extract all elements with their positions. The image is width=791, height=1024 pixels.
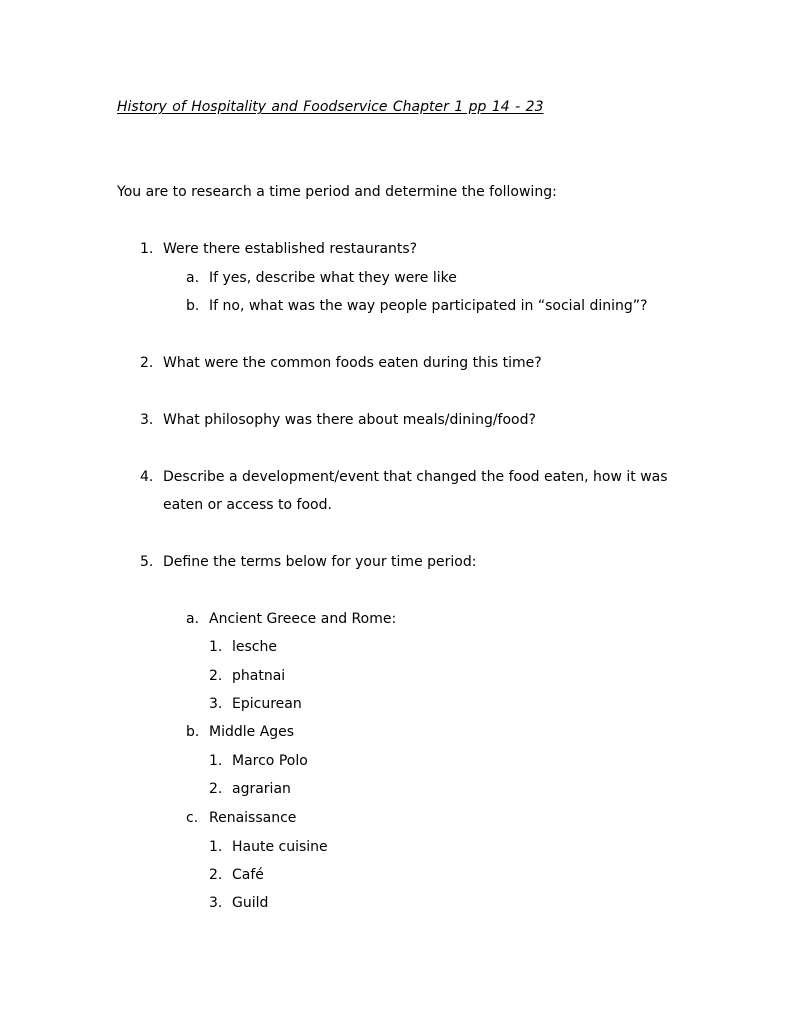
- document-title: History of Hospitality and Foodservice Chapter 1 pp 14 - 23: [117, 99, 544, 115]
- period-b-marker: b.: [186, 724, 200, 740]
- term-lesche: lesche: [232, 639, 277, 655]
- term-haute-cuisine: Haute cuisine: [232, 839, 328, 855]
- period-c-marker: c.: [186, 810, 199, 826]
- question-4-text-line-2: eaten or access to food.: [163, 497, 332, 513]
- term-number: 1.: [209, 639, 223, 655]
- question-3-text: What philosophy was there about meals/dining/food?: [163, 412, 536, 428]
- term-agrarian: agrarian: [232, 781, 291, 797]
- term-number: 2.: [209, 781, 223, 797]
- question-1a-text: If yes, describe what they were like: [209, 270, 457, 286]
- question-5-number: 5.: [140, 554, 154, 570]
- period-a-name: Ancient Greece and Rome:: [209, 611, 397, 627]
- question-1b-marker: b.: [186, 298, 200, 314]
- question-3-number: 3.: [140, 412, 154, 428]
- term-number: 2.: [209, 867, 223, 883]
- term-cafe: Café: [232, 867, 264, 883]
- intro-text: You are to research a time period and determine the following:: [117, 184, 557, 200]
- period-b-name: Middle Ages: [209, 724, 295, 740]
- term-marco-polo: Marco Polo: [232, 753, 308, 769]
- question-1b-text: If no, what was the way people participated in “social dining”?: [209, 298, 648, 314]
- question-4-text-line-1: Describe a development/event that changed the food eaten, how it was: [163, 469, 668, 485]
- term-number: 2.: [209, 668, 223, 684]
- question-5-text: Define the terms below for your time period:: [163, 554, 477, 570]
- question-4-number: 4.: [140, 469, 154, 485]
- term-number: 1.: [209, 753, 223, 769]
- question-1-number: 1.: [140, 241, 154, 257]
- question-1-text: Were there established restaurants?: [163, 241, 418, 257]
- question-2-number: 2.: [140, 355, 154, 371]
- term-phatnai: phatnai: [232, 668, 286, 684]
- term-epicurean: Epicurean: [232, 696, 302, 712]
- period-c-name: Renaissance: [209, 810, 297, 826]
- question-2-text: What were the common foods eaten during this time?: [163, 355, 542, 371]
- term-number: 3.: [209, 895, 223, 911]
- term-number: 1.: [209, 839, 223, 855]
- period-a-marker: a.: [186, 611, 200, 627]
- term-guild: Guild: [232, 895, 269, 911]
- term-number: 3.: [209, 696, 223, 712]
- question-1a-marker: a.: [186, 270, 200, 286]
